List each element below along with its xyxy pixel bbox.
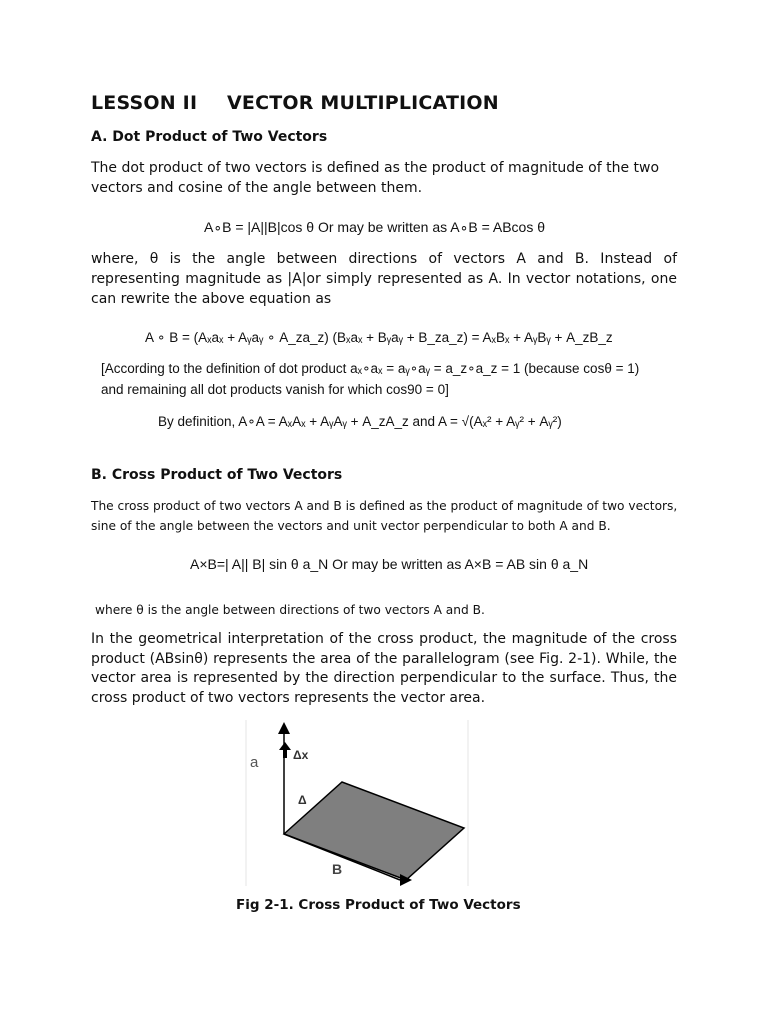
label-delta: Δ <box>298 793 307 807</box>
label-dx: Δx <box>293 748 309 762</box>
unit-vector-note-line1: [According to the definition of dot product aₓ∘aₓ = aᵧ∘aᵧ = a_z∘a_z = 1 (because cosθ = 1) <box>101 361 640 376</box>
dot-product-equation <box>204 219 545 236</box>
unit-vector-note-line2: and remaining all dot products vanish for which cos90 = 0] <box>101 382 449 397</box>
cross-product-equation: A×B=| A|| B| sin θ a_N Or may be written as A×B = AB sin θ a_N <box>190 556 589 572</box>
dot-product-equation-text: A∘B = |A||B|cos θ Or may be written as A∘B = ABcos θ <box>204 219 545 235</box>
section-a-where: where, θ is the angle between directions of vectors A and B. Instead of representing magnitude as |A|or simply represented as A. In vector notations, one can rewrite the above equation as <box>91 251 677 307</box>
section-b-heading: B. Cross Product of Two Vectors <box>91 467 343 483</box>
section-b-where: where θ is the angle between directions of two vectors A and B. <box>95 603 485 617</box>
figure-cross-product <box>240 718 480 892</box>
lesson-number: LESSON II <box>91 92 198 114</box>
component-equation: A ∘ B = (Aₓaₓ + Aᵧaᵧ ∘ A_za_z) (Bₓaₓ + Bᵧaᵧ + B_za_z) = AₓBₓ + AᵧBᵧ + A_zB_z <box>145 330 613 345</box>
section-b-intro: The cross product of two vectors A and B is defined as the product of magnitude of two vectors, sine of the angle between the vectors and unit vector perpendicular to both A and B. <box>91 499 678 533</box>
label-b: B <box>332 861 343 877</box>
parallelogram-area <box>284 782 464 880</box>
parallelogram-diagram <box>240 718 480 888</box>
section-a-intro: The dot product of two vectors is defined as the product of magnitude of the two vectors and cosine of the angle between them. <box>91 160 660 196</box>
lesson-name: VECTOR MULTIPLICATION <box>227 92 499 114</box>
lesson-title <box>91 92 499 114</box>
label-a: a <box>250 754 259 771</box>
geometric-interpretation: In the geometrical interpretation of the cross product, the magnitude of the cross product (ABsinθ) represents the area of the parallelogram (see Fig. 2-1). While, the vector area is represented by the direction perpendicular to the surface. Thus, the cross product of two vectors represents the vector area. <box>91 631 677 706</box>
magnitude-definition: By definition, A∘A = AₓAₓ + AᵧAᵧ + A_zA_z and A = √(Aₓ² + Aᵧ² + Aᵧ²) <box>158 414 562 429</box>
section-a-heading: A. Dot Product of Two Vectors <box>91 129 328 145</box>
figure-caption: Fig 2-1. Cross Product of Two Vectors <box>236 897 521 913</box>
dx-arrow-head <box>279 742 291 750</box>
